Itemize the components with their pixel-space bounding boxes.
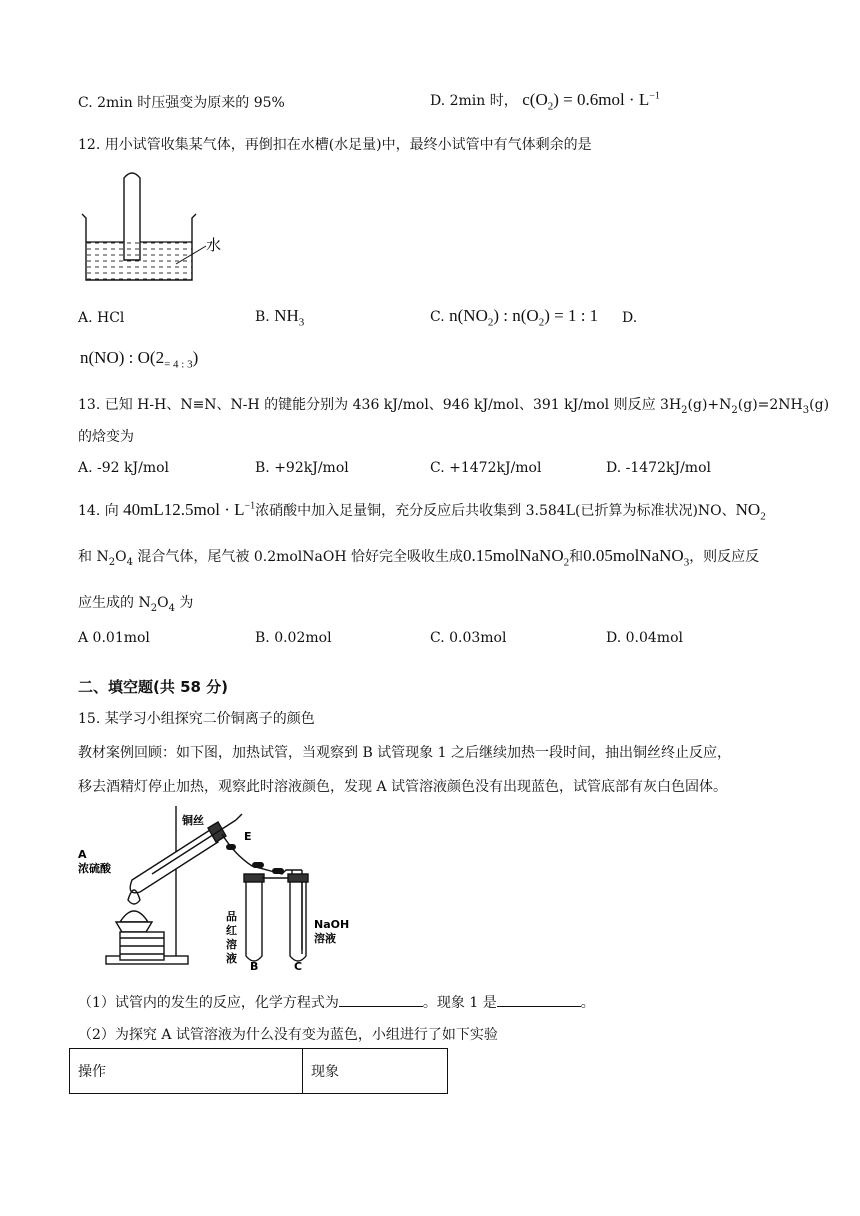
q14-option-b: B. 0.02mol [255, 630, 332, 646]
pinhong-label-1: 品 [226, 910, 237, 923]
q13-option-c: C. +1472kJ/mol [430, 460, 542, 476]
q12-water-label: 水 [206, 236, 222, 254]
q15-paragraph-2: 移去酒精灯停止加热，观察此时溶液颜色，发现 A 试管溶液颜色没有出现蓝色，试管底部有灰白色固体。 [78, 779, 728, 795]
answer-blank-1[interactable] [339, 994, 423, 1007]
q12-option-d-label: D. [622, 310, 638, 326]
q13-stem-line2: 的焓变为 [78, 429, 134, 445]
q14-stem-line3: 应生成的 $N_2O_4$ 为 [78, 595, 194, 614]
q11-option-d-prefix: D. 2min 时， [430, 93, 518, 109]
q14-stem-line2: 和 $N_2O_4$ 混合气体，尾气被 0.2molNaOH 恰好完全吸收生成0.15molNaNO$_2$和0.05molNaNO$_3$，则反应反 [78, 546, 760, 569]
q13-option-a: A. -92 kJ/mol [78, 460, 169, 476]
pinhong-label-4: 液 [226, 952, 237, 965]
q15-sub2: （2）为探究 A 试管溶液为什么没有变为蓝色，小组进行了如下实验 [78, 1027, 498, 1043]
q14-option-a: A 0.01mol [78, 630, 150, 646]
section-2-title: 二、填空题(共 58 分) [78, 678, 229, 696]
naoh-label: NaOH [314, 918, 350, 931]
q13-option-d: D. -1472kJ/mol [606, 460, 711, 476]
a-label: A [78, 848, 87, 861]
copper-wire-label: 铜丝 [182, 814, 204, 827]
pinhong-label-2: 红 [226, 924, 237, 937]
q14-option-d: D. 0.04mol [606, 630, 683, 646]
q12-option-d: n(NO) : $O(2_{= 4 : 3})$ [80, 348, 199, 371]
q12-stem: 12. 用小试管收集某气体，再倒扣在水槽(水足量)中，最终小试管中有气体剩余的是 [78, 137, 592, 153]
q12-option-c: C. $n(NO_2)$ : $n(O_2) = 1$ : 1 [430, 306, 599, 329]
q12-option-b: B. $NH_3$ [255, 306, 305, 329]
q12-option-a: A. HCl [78, 310, 125, 326]
q11-option-c: C. 2min 时压强变为原来的 95% [78, 95, 285, 111]
q11-option-d-formula: $c(O_2) = 0.6mol \cdot L^{-1}$ [522, 90, 660, 113]
table-header-operation: 操作 [70, 1049, 303, 1094]
answer-blank-2[interactable] [497, 994, 581, 1007]
q14-option-c: C. 0.03mol [430, 630, 507, 646]
q15-stem: 15. 某学习小组探究二价铜离子的颜色 [78, 711, 315, 727]
b-label: B [250, 960, 259, 972]
table-header-phenomenon: 现象 [303, 1049, 448, 1094]
solution-label: 溶液 [314, 932, 336, 945]
experiment-table [69, 1048, 448, 1094]
conc-sulfuric-acid-label: 浓硫酸 [78, 862, 111, 875]
e-label: E [244, 830, 252, 843]
table-row [70, 1049, 448, 1094]
q11-option-d [430, 90, 660, 112]
q15-apparatus-figure [76, 804, 366, 972]
q13-stem-line1: 13. 已知 H-H、N≡N、N-H 的键能分别为 436 kJ/mol、946 kJ/mol、391 kJ/mol 则反应 $3H_2(g)+N_2(g)=2NH_3(g)$ [78, 397, 830, 416]
q13-option-b: B. +92kJ/mol [255, 460, 349, 476]
q15-sub1: （1）试管内的发生的反应，化学方程式为 。现象 1 是 。 [78, 995, 595, 1011]
q14-stem-line1: 14. 向 $40mL12.5mol \cdot L^{-1}$浓硝酸中加入足量铜，充分反应后共收集到 3.584L(已折算为标准状况)NO、$NO_2$ [78, 500, 766, 523]
q15-paragraph-1: 教材案例回顾：如下图，加热试管，当观察到 B 试管现象 1 之后继续加热一段时间，抽出铜丝终止反应， [78, 745, 731, 761]
pinhong-label-3: 溶 [226, 938, 237, 951]
q12-trough-figure [78, 168, 238, 288]
c-label: C [294, 960, 303, 972]
